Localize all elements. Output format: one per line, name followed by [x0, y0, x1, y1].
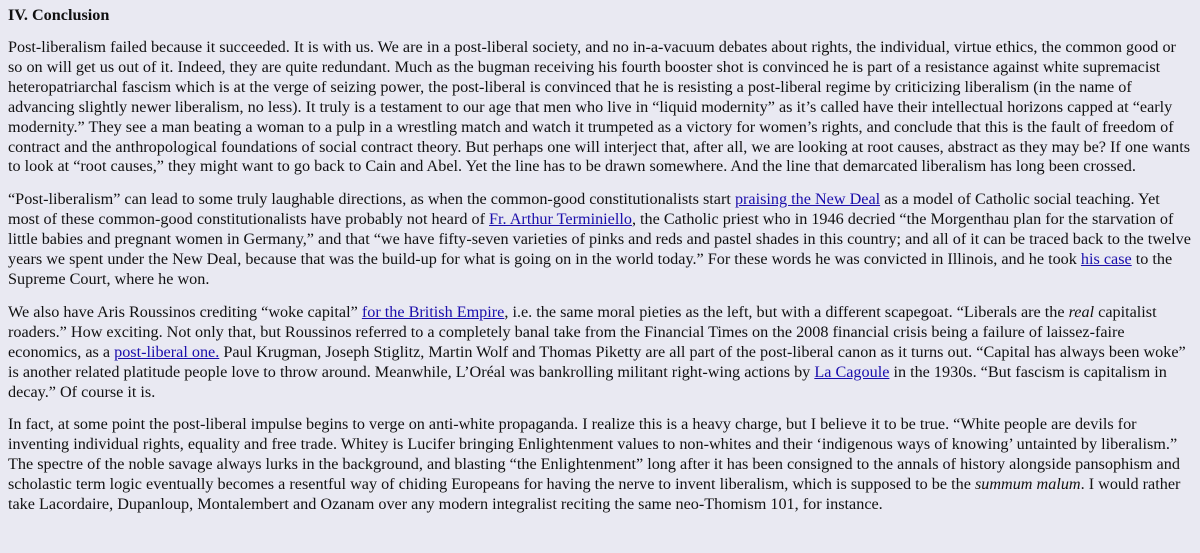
link-his-case[interactable]: his case — [1080, 250, 1132, 269]
paragraph-text: as a model of Catholic social teaching. Yet most of these common-good constitutionalists have probably not heard of — [8, 190, 1160, 229]
article-body — [8, 5, 1194, 528]
paragraph-1 — [8, 38, 1194, 177]
paragraph-text: In fact, at some point the post-liberal impulse begins to verge on anti-white propaganda. I realize this is a heavy charge, but I believe it to be true. “White people are devils for inventing individual rights, equality and free trade. Whitey is Lucifer bringing Enlightenment values to non-whites and their ‘indigenous ways of knowing’ untainted by liberalism.” The spectre of the noble savage always lurks in the background, and blasting “the Enlightenment” long after it has been consigned to the annals of history alongside pansophism and scholastic term logic eventually becomes a resentful way of chiding Europeans for having the nerve to invent liberalism, which is supposed to be the — [8, 415, 1180, 494]
section-heading: IV. Conclusion — [8, 6, 110, 24]
paragraph-3 — [8, 303, 1194, 403]
paragraph-text: . I would rather take Lacordaire, Dupanloup, Montalembert and Ozanam over any modern integralist reciting the same neo-Thomism 101, for instance. — [8, 475, 1181, 514]
link-fr-arthur-terminiello[interactable]: Fr. Arthur Terminiello — [489, 210, 632, 229]
paragraph-text: Paul Krugman, Joseph Stiglitz, Martin Wolf and Thomas Piketty are all part of the post-liberal canon as it turns out. “Capital has always been woke” is another related platitude people love to throw around. Meanwhile, L’Oréal was bankrolling militant right-wing actions by — [8, 342, 1186, 381]
paragraph-2 — [8, 190, 1194, 290]
emphasis-text: summum malum — [974, 475, 1081, 494]
paragraph-text: Post-liberalism failed because it succeeded. It is with us. We are in a post-liberal society, and no in-a-vacuum debates about rights, the individual, virtue ethics, the common good or so on will get us out of it. Indeed, they are quite redundant. Much as the bugman receiving his fourth booster shot is convinced he is part of a resistance against white supremacist heteropatriarchal fascism which is at the verge of seizing power, the post-liberal is convinced that he is resisting a post-liberal regime by criticizing liberalism (in the name of advancing slightly newer liberalism, no less). It truly is a testament to our age that men who live in “liquid modernity” as it’s called have their intellectual horizons capped at “early modernity.” They see a man beating a woman to a pulp in a wrestling match and watch it trumpeted as a victory for women’s rights, and conclude that this is the fault of freedom of contract and the anthropological foundations of social contract theory. But perhaps one will interject that, after all, we are looking at root causes, abstract as they may be? If one wants to look at “root causes,” they might want to go back to Cain and Abel. Yet the line has to be drawn somewhere. And the line that demarcated liberalism has long been crossed. — [8, 38, 1191, 176]
paragraph-text: , i.e. the same moral pieties as the left, but with a different scapegoat. “Liberals are the — [504, 302, 1069, 321]
link-for-the-british-empire[interactable]: for the British Empire — [361, 302, 505, 321]
link-la-cagoule[interactable]: La Cagoule — [814, 362, 890, 381]
paragraph-text: to the Supreme Court, where he won. — [8, 250, 1173, 288]
paragraph-text: “Post-liberalism” can lead to some truly laughable directions, as when the common-good constitutionalists start — [8, 190, 735, 209]
paragraph-text: We also have Aris Roussinos crediting “woke capital” — [8, 302, 362, 321]
paragraph-text: , the Catholic priest who in 1946 decried “the Morgenthau plan for the starvation of little babies and pregnant women in Germany,” and that “we have fifty-seven varieties of pinks and reds and pastel shades in this country; and all of it can be traced back to the twelve years we spent under the New Deal, because that was the build-up for what is going on in the world today.” For these words he was convicted in Illinois, and he took — [8, 210, 1191, 269]
link-post-liberal-one[interactable]: post-liberal one. — [114, 342, 220, 361]
link-praising-the-new-deal[interactable]: praising the New Deal — [734, 190, 881, 209]
paragraph-4 — [8, 415, 1194, 515]
emphasis-text: real — [1068, 302, 1095, 321]
paragraph-text: capitalist roaders.” How exciting. Not only that, but Roussinos referred to a completely banal take from the Financial Times on the 2008 financial crisis being a failure of laissez-faire economics, as a — [8, 302, 1157, 361]
paragraphs-container — [8, 38, 1194, 515]
paragraph-text: in the 1930s. “But fascism is capitalism in decay.” Of course it is. — [8, 362, 1167, 401]
